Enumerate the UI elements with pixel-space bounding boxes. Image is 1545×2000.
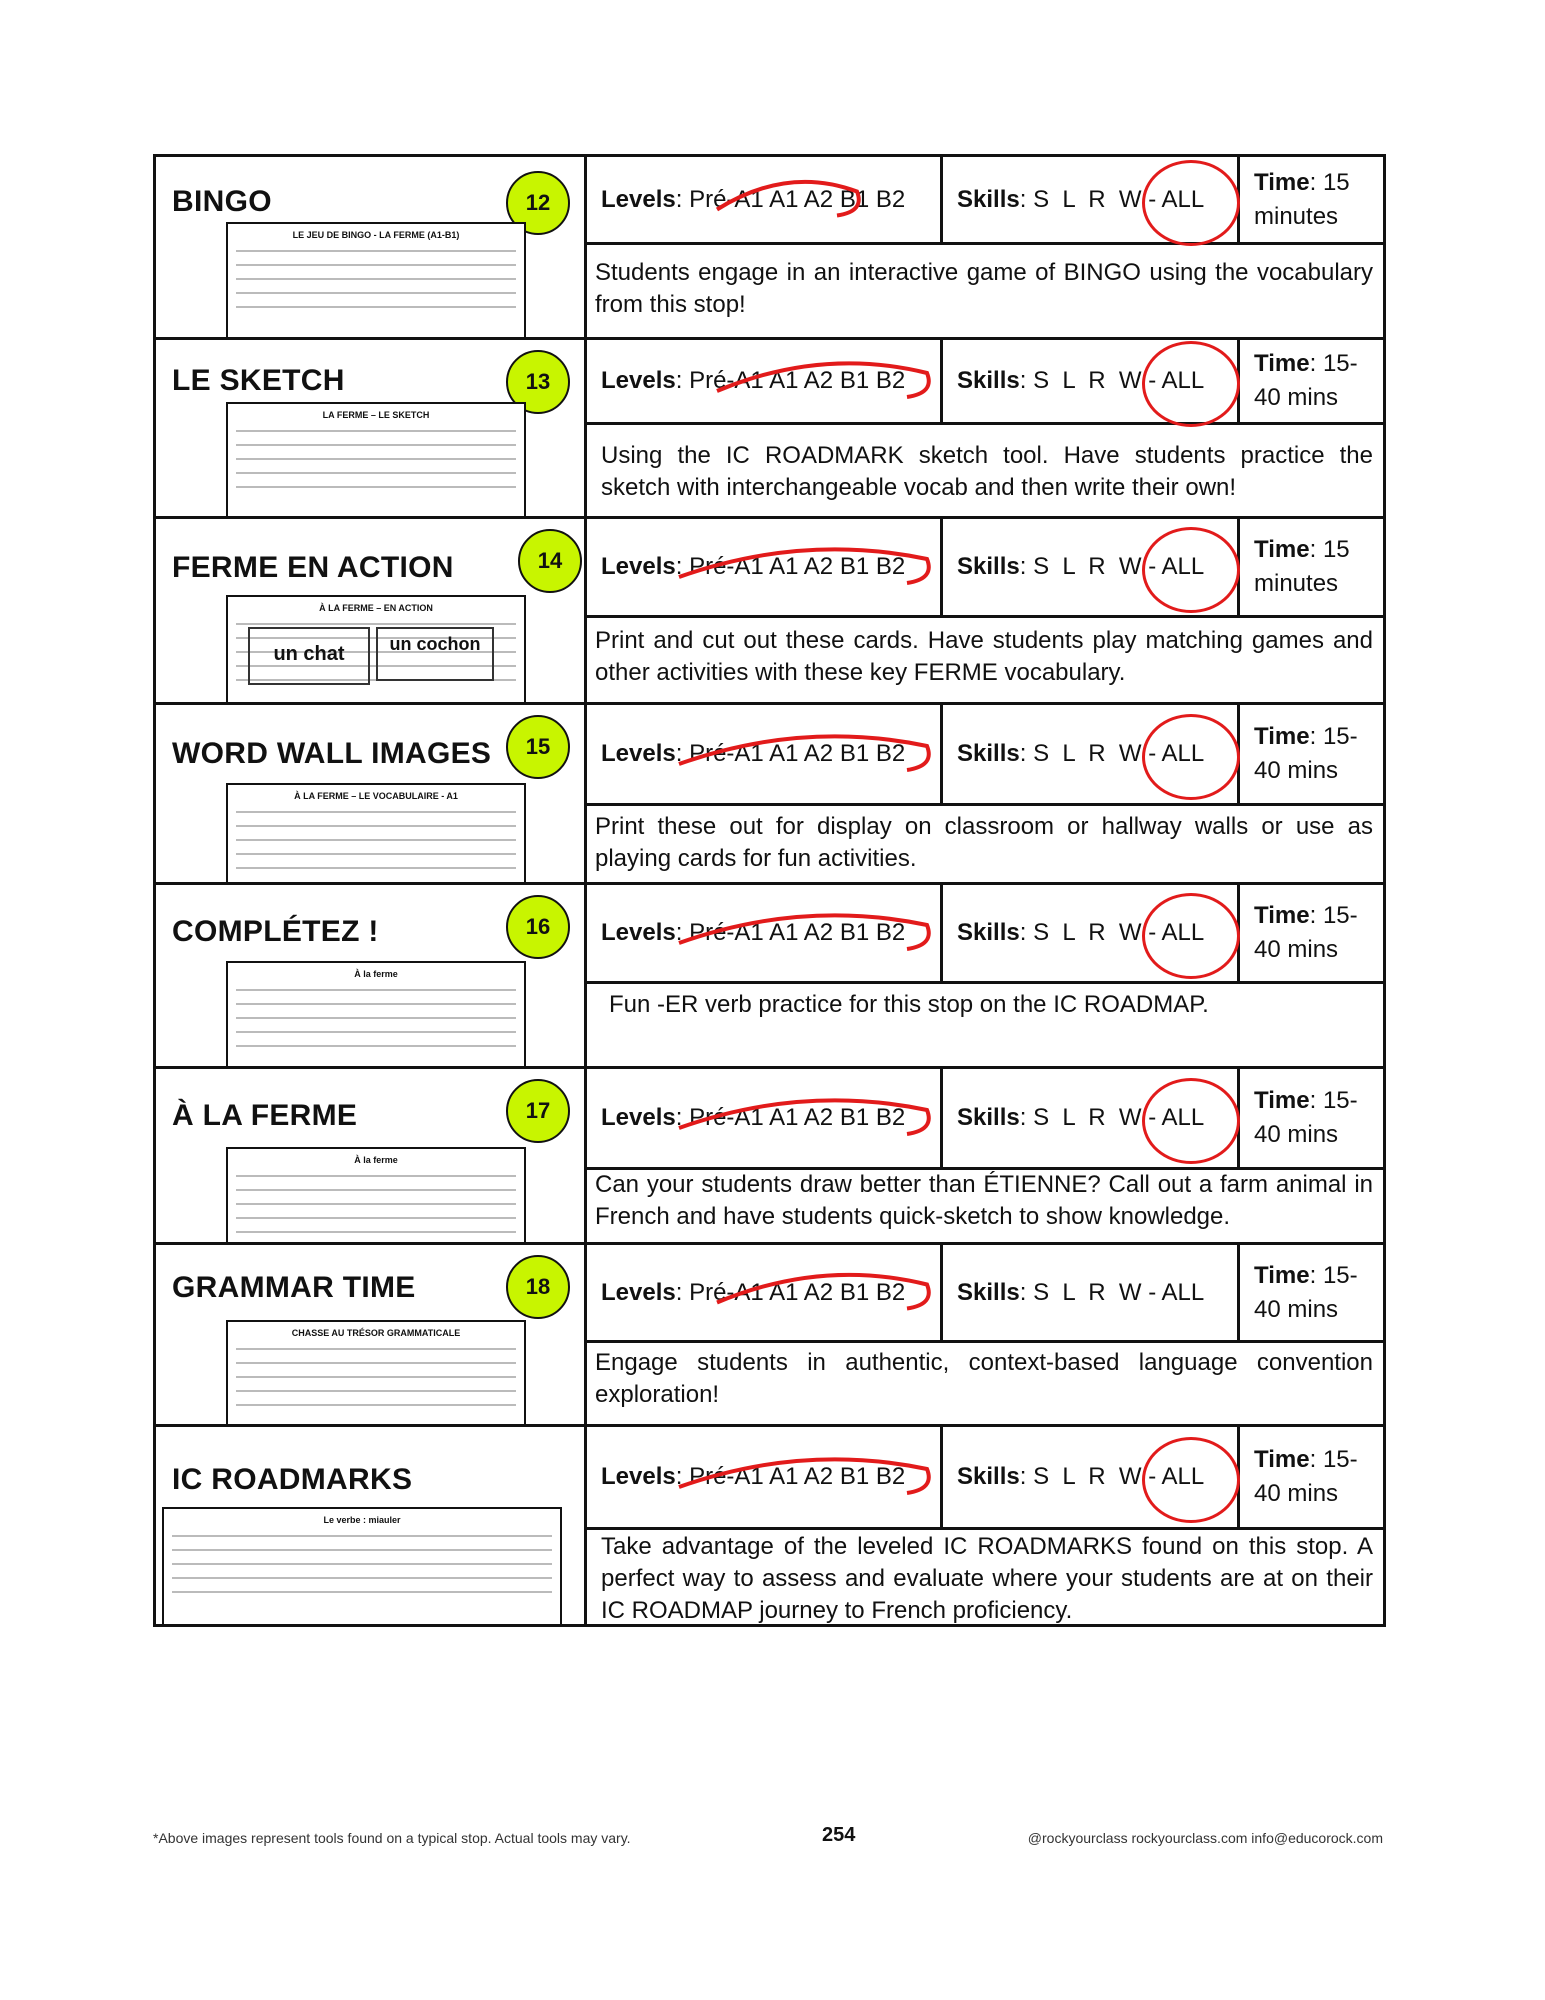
worksheet-thumbnail xyxy=(226,961,526,1066)
levels-label: Levels xyxy=(601,185,676,213)
worksheet-title: À LA FERME – LE VOCABULAIRE - A1 xyxy=(294,791,458,801)
activities-table xyxy=(153,154,1386,1627)
levels-label: Levels xyxy=(601,1278,676,1306)
activity-title: IC ROADMARKS xyxy=(172,1463,413,1496)
activity-description: Print these out for display on classroom or hallway walls or use as playing cards for fun activities. xyxy=(595,813,1373,872)
time-text xyxy=(1254,720,1383,788)
skills-colon: : xyxy=(1019,1278,1034,1306)
levels-label: Levels xyxy=(601,1463,676,1490)
worksheet-line xyxy=(236,444,516,446)
time-label: Time xyxy=(1254,1261,1310,1289)
levels-cell xyxy=(587,519,943,615)
time-value: 15-40 mins xyxy=(1254,350,1358,411)
levels-cell xyxy=(587,340,943,422)
levels-value: Pré-A1 A1 A2 B1 B2 xyxy=(689,185,906,213)
skills-cell xyxy=(943,1245,1240,1340)
levels-cell xyxy=(587,1069,943,1167)
skills-value: S L R W - ALL xyxy=(1033,919,1205,946)
worksheet-title: LE JEU DE BINGO - LA FERME (A1-B1) xyxy=(292,230,460,240)
row-divider xyxy=(587,242,1383,245)
levels-value: Pré-A1 A1 A2 B1 B2 xyxy=(689,740,906,767)
activity-title: À LA FERME xyxy=(172,1099,358,1132)
levels-label: Levels xyxy=(601,367,676,394)
worksheet-thumbnail xyxy=(226,595,526,702)
activity-row xyxy=(156,705,1386,885)
activity-title: FERME EN ACTION xyxy=(172,551,454,584)
activity-title: BINGO xyxy=(172,185,272,218)
worksheet-line xyxy=(236,1231,516,1233)
levels-cell xyxy=(587,1427,943,1527)
levels-value: Pré-A1 A1 A2 B1 B2 xyxy=(689,367,906,394)
activity-description: Engage students in authentic, context-based language convention exploration! xyxy=(595,1349,1373,1408)
levels-colon: : xyxy=(675,1104,690,1131)
activity-info xyxy=(156,1069,587,1242)
skills-value: S L R W - ALL xyxy=(1033,185,1205,213)
stop-number-badge: 17 xyxy=(506,1079,570,1143)
worksheet-title: À la ferme xyxy=(354,969,398,979)
all-circle-mark xyxy=(1142,1078,1240,1164)
activity-info xyxy=(156,340,587,516)
activity-details xyxy=(587,705,1383,882)
worksheet-line xyxy=(236,1045,516,1047)
worksheet-line xyxy=(236,472,516,474)
worksheet-line xyxy=(236,1203,516,1205)
skills-value: S L R W - ALL xyxy=(1033,367,1205,394)
skills-value: S L R W - ALL xyxy=(1033,1104,1205,1131)
time-label: Time xyxy=(1254,1446,1310,1473)
time-value: 15-40 mins xyxy=(1254,902,1358,963)
levels-label: Levels xyxy=(601,919,676,946)
worksheet-line xyxy=(172,1535,552,1537)
activity-info xyxy=(156,157,587,337)
time-text xyxy=(1254,1443,1383,1511)
levels-cell xyxy=(587,885,943,981)
time-text xyxy=(1254,533,1383,601)
skills-value: S L R W - ALL xyxy=(1033,553,1205,580)
all-circle-mark xyxy=(1142,527,1240,613)
skills-label: Skills xyxy=(957,1463,1020,1490)
skills-colon: : xyxy=(1019,740,1034,767)
levels-cell xyxy=(587,157,943,242)
time-colon: : xyxy=(1309,168,1323,196)
time-colon: : xyxy=(1309,536,1323,563)
worksheet-line xyxy=(236,1031,516,1033)
levels-value: Pré-A1 A1 A2 B1 B2 xyxy=(689,553,906,580)
skills-label: Skills xyxy=(957,553,1020,580)
activity-description: Using the IC ROADMARK sketch tool. Have students practice the sketch with interchangeable vocab and then write their own! xyxy=(601,442,1373,501)
time-value: 15-40 mins xyxy=(1254,1446,1358,1507)
levels-cell xyxy=(587,705,943,803)
levels-colon: : xyxy=(675,367,690,394)
time-cell xyxy=(1240,519,1383,615)
time-colon: : xyxy=(1309,1261,1323,1289)
worksheet-line xyxy=(236,811,516,813)
worksheet-line xyxy=(172,1577,552,1579)
activity-description: Fun -ER verb practice for this stop on the IC ROADMAP. xyxy=(609,991,1209,1018)
levels-colon: : xyxy=(675,553,690,580)
stop-number-badge: 16 xyxy=(506,895,570,959)
time-label: Time xyxy=(1254,902,1310,929)
activity-info xyxy=(156,705,587,882)
worksheet-thumbnail xyxy=(226,783,526,882)
time-cell xyxy=(1240,157,1383,242)
levels-colon: : xyxy=(675,1278,690,1306)
worksheet-line xyxy=(236,306,516,308)
time-cell xyxy=(1240,1245,1383,1340)
row-divider xyxy=(587,1340,1383,1343)
activity-details xyxy=(587,519,1383,702)
activity-description: Can your students draw better than ÉTIENNE? Call out a farm animal in French and have students quick-sketch to show knowledge. xyxy=(595,1171,1373,1230)
levels-colon: : xyxy=(675,185,690,213)
worksheet-line xyxy=(236,1404,516,1406)
skills-value: S L R W - ALL xyxy=(1033,1278,1205,1306)
activity-info xyxy=(156,1245,587,1424)
worksheet-title: À LA FERME – EN ACTION xyxy=(319,603,433,613)
stop-number-badge: 14 xyxy=(518,529,582,593)
levels-label: Levels xyxy=(601,553,676,580)
footer-contact: @rockyourclass rockyourclass.com info@educorock.com xyxy=(1027,1830,1383,1846)
time-colon: : xyxy=(1309,723,1323,750)
time-value: 15-40 mins xyxy=(1254,723,1358,784)
stop-number-badge: 18 xyxy=(506,1255,570,1319)
worksheet-thumbnail xyxy=(162,1507,562,1624)
time-cell xyxy=(1240,885,1383,981)
worksheet-title: LA FERME – LE SKETCH xyxy=(322,410,430,420)
activity-row xyxy=(156,1069,1386,1245)
levels-colon: : xyxy=(675,919,690,946)
skills-colon: : xyxy=(1019,1104,1034,1131)
activity-row xyxy=(156,1245,1386,1427)
time-label: Time xyxy=(1254,723,1310,750)
worksheet-line xyxy=(236,1376,516,1378)
time-cell xyxy=(1240,705,1383,803)
worksheet-line xyxy=(236,264,516,266)
activity-row xyxy=(156,340,1386,519)
activity-details xyxy=(587,340,1383,516)
time-cell xyxy=(1240,1069,1383,1167)
levels-colon: : xyxy=(675,740,690,767)
worksheet-thumbnail xyxy=(226,402,526,516)
worksheet-line xyxy=(236,292,516,294)
activity-title: COMPLÉTEZ ! xyxy=(172,915,379,948)
time-label: Time xyxy=(1254,350,1310,377)
worksheet-thumbnail xyxy=(226,1147,526,1242)
skills-colon: : xyxy=(1019,367,1034,394)
activity-row xyxy=(156,885,1386,1069)
worksheet-title: À la ferme xyxy=(354,1155,398,1165)
time-text xyxy=(1254,899,1383,967)
worksheet-line xyxy=(236,853,516,855)
levels-label: Levels xyxy=(601,740,676,767)
activity-details xyxy=(587,1245,1383,1424)
time-colon: : xyxy=(1309,1087,1323,1114)
skills-value: S L R W - ALL xyxy=(1033,1463,1205,1490)
time-text xyxy=(1254,347,1383,415)
levels-value: Pré-A1 A1 A2 B1 B2 xyxy=(689,1463,906,1490)
page-number: 254 xyxy=(822,1824,856,1846)
time-colon: : xyxy=(1309,902,1323,929)
stop-number-badge: 12 xyxy=(506,171,570,235)
worksheet-line xyxy=(236,1362,516,1364)
stop-number-badge: 15 xyxy=(506,715,570,779)
worksheet-line xyxy=(236,989,516,991)
skills-label: Skills xyxy=(957,919,1020,946)
worksheet-line xyxy=(236,1217,516,1219)
time-text xyxy=(1254,1084,1383,1152)
row-divider xyxy=(587,1527,1383,1530)
activity-description: Print and cut out these cards. Have students play matching games and other activities with these key FERME vocabulary. xyxy=(595,627,1373,686)
levels-cell xyxy=(587,1245,943,1340)
all-circle-mark xyxy=(1142,1437,1240,1523)
row-divider xyxy=(587,422,1383,425)
vocab-card: un chat xyxy=(248,627,370,685)
time-value: 15 minutes xyxy=(1254,168,1350,230)
activity-details xyxy=(587,1427,1383,1624)
time-label: Time xyxy=(1254,536,1310,563)
worksheet-line xyxy=(236,1348,516,1350)
time-cell xyxy=(1240,340,1383,422)
row-divider xyxy=(587,981,1383,984)
activity-info xyxy=(156,519,587,702)
worksheet-thumbnail xyxy=(226,1320,526,1424)
levels-label: Levels xyxy=(601,1104,676,1131)
levels-colon: : xyxy=(675,1463,690,1490)
row-divider xyxy=(587,803,1383,806)
time-text xyxy=(1254,1259,1383,1327)
worksheet-line xyxy=(236,278,516,280)
worksheet-line xyxy=(236,458,516,460)
activity-details xyxy=(587,157,1383,337)
all-circle-mark xyxy=(1142,341,1240,427)
activity-description: Take advantage of the leveled IC ROADMARKS found on this stop. A perfect way to assess and evaluate where your students are at on their IC ROADMAP journey to French proficiency. xyxy=(601,1533,1373,1624)
skills-label: Skills xyxy=(957,1278,1020,1306)
time-text xyxy=(1254,166,1383,234)
skills-colon: : xyxy=(1019,185,1034,213)
row-divider xyxy=(587,615,1383,618)
levels-value: Pré-A1 A1 A2 B1 B2 xyxy=(689,1278,906,1306)
skills-label: Skills xyxy=(957,1104,1020,1131)
activity-info xyxy=(156,885,587,1066)
skills-colon: : xyxy=(1019,919,1034,946)
worksheet-line xyxy=(236,1189,516,1191)
worksheet-title: CHASSE AU TRÉSOR GRAMMATICALE xyxy=(291,1328,461,1338)
worksheet-line xyxy=(236,839,516,841)
worksheet-thumbnail xyxy=(226,222,526,337)
worksheet-line xyxy=(236,250,516,252)
skills-label: Skills xyxy=(957,185,1020,213)
activity-details xyxy=(587,1069,1383,1242)
all-circle-mark xyxy=(1142,160,1240,246)
activity-row xyxy=(156,1427,1386,1627)
worksheet-line xyxy=(236,867,516,869)
worksheet-title: Le verbe : miauler xyxy=(323,1515,401,1525)
activity-title: WORD WALL IMAGES xyxy=(172,737,492,770)
levels-value: Pré-A1 A1 A2 B1 B2 xyxy=(689,919,906,946)
activity-title: GRAMMAR TIME xyxy=(172,1271,416,1304)
time-colon: : xyxy=(1309,350,1323,377)
worksheet-line xyxy=(172,1591,552,1593)
worksheet-line xyxy=(172,1549,552,1551)
time-value: 15-40 mins xyxy=(1254,1261,1358,1323)
activity-description: Students engage in an interactive game of BINGO using the vocabulary from this stop! xyxy=(595,259,1373,318)
worksheet-line xyxy=(236,1390,516,1392)
skills-label: Skills xyxy=(957,367,1020,394)
time-colon: : xyxy=(1309,1446,1323,1473)
time-cell xyxy=(1240,1427,1383,1527)
all-circle-mark xyxy=(1142,714,1240,800)
worksheet-line xyxy=(236,1003,516,1005)
activity-row xyxy=(156,519,1386,705)
skills-label: Skills xyxy=(957,740,1020,767)
levels-value: Pré-A1 A1 A2 B1 B2 xyxy=(689,1104,906,1131)
all-circle-mark xyxy=(1142,893,1240,979)
stop-number-badge: 13 xyxy=(506,350,570,414)
skills-colon: : xyxy=(1019,1463,1034,1490)
worksheet-line xyxy=(236,1175,516,1177)
activity-details xyxy=(587,885,1383,1066)
time-label: Time xyxy=(1254,168,1310,196)
skills-value: S L R W - ALL xyxy=(1033,740,1205,767)
worksheet-line xyxy=(172,1563,552,1565)
activity-title: LE SKETCH xyxy=(172,364,345,397)
time-value: 15 minutes xyxy=(1254,536,1350,597)
activity-info xyxy=(156,1427,587,1624)
footer-note: *Above images represent tools found on a typical stop. Actual tools may vary. xyxy=(153,1830,631,1846)
time-value: 15-40 mins xyxy=(1254,1087,1358,1148)
worksheet-line xyxy=(236,623,516,625)
worksheet-line xyxy=(236,1017,516,1019)
activity-row xyxy=(156,157,1386,340)
skills-colon: : xyxy=(1019,553,1034,580)
worksheet-line xyxy=(236,486,516,488)
time-label: Time xyxy=(1254,1087,1310,1114)
worksheet-line xyxy=(236,430,516,432)
worksheet-line xyxy=(236,825,516,827)
vocab-card: un cochon xyxy=(376,627,494,681)
